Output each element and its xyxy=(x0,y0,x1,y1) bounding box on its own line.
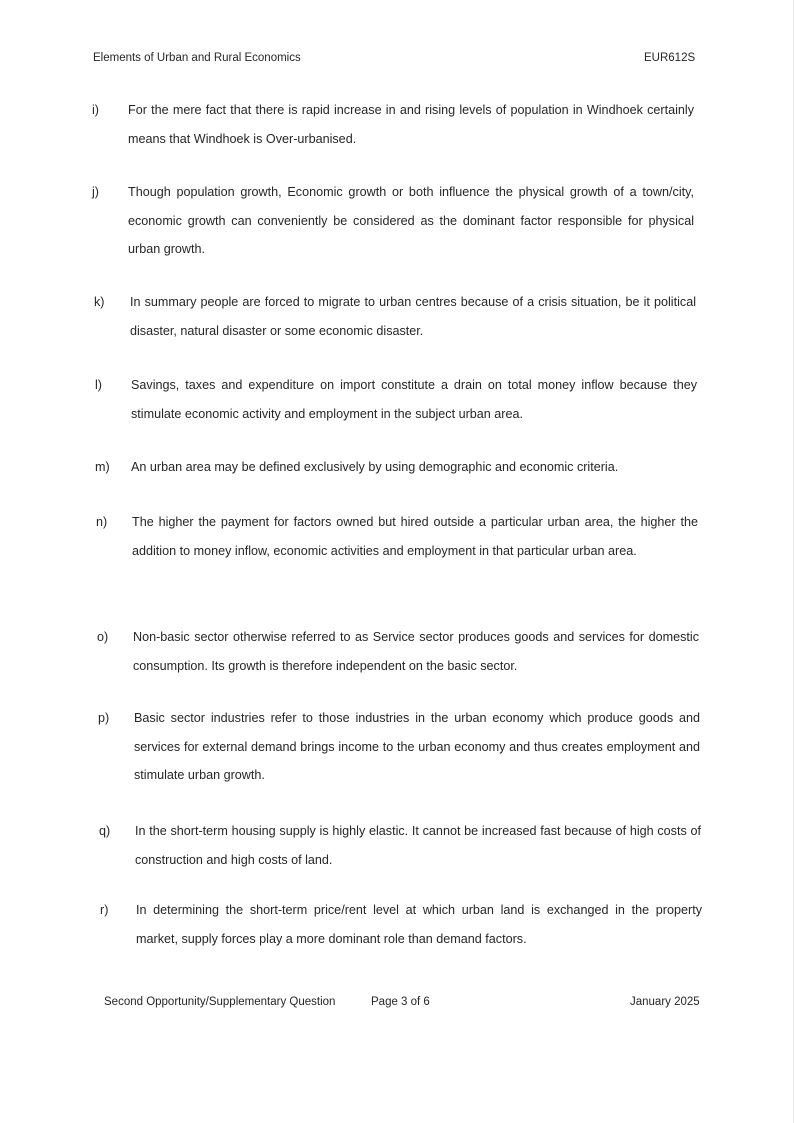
item-text: For the mere fact that there is rapid increase in and rising levels of population in Windhoek certainly means that Windhoek is Over-urbanised. xyxy=(128,103,694,146)
question-item xyxy=(96,508,698,565)
item-label: i) xyxy=(92,103,99,117)
question-item xyxy=(92,96,694,153)
item-label: o) xyxy=(97,630,109,644)
course-code: EUR612S xyxy=(644,52,696,64)
item-text: Basic sector industries refer to those industries in the urban economy which produce goods and services for external demand brings income to the urban economy and thus creates employment and stimulate urban growth. xyxy=(134,711,700,782)
item-text: Though population growth, Economic growth or both influence the physical growth of a town/city, economic growth can conveniently be considered as the dominant factor responsible for physical urban growth. xyxy=(128,185,694,256)
item-text: Savings, taxes and expenditure on import constitute a drain on total money inflow because they stimulate economic activity and employment in the subject urban area. xyxy=(131,378,697,421)
footer-date: January 2025 xyxy=(630,996,700,1008)
footer-exam-type: Second Opportunity/Supplementary Question xyxy=(104,996,336,1008)
item-text: The higher the payment for factors owned but hired outside a particular urban area, the higher the addition to money inflow, economic activities and employment in that particular urban area. xyxy=(132,515,698,558)
question-item xyxy=(95,371,697,428)
question-item xyxy=(98,704,700,790)
course-title: Elements of Urban and Rural Economics xyxy=(93,52,301,64)
item-label: r) xyxy=(100,903,109,917)
item-label: k) xyxy=(94,295,105,309)
item-text: In summary people are forced to migrate to urban centres because of a crisis situation, be it political disaster, natural disaster or some economic disaster. xyxy=(130,295,696,338)
item-text: Non-basic sector otherwise referred to as Service sector produces goods and services for domestic consumption. Its growth is therefore independent on the basic sector. xyxy=(133,630,699,673)
item-text: An urban area may be defined exclusively by using demographic and economic criteria. xyxy=(131,460,619,474)
item-label: m) xyxy=(95,460,110,474)
item-text: In the short-term housing supply is highly elastic. It cannot be increased fast because of high costs of construction and high costs of land. xyxy=(135,824,701,867)
question-item xyxy=(100,896,702,953)
footer-page-number: Page 3 of 6 xyxy=(371,996,430,1008)
item-label: l) xyxy=(95,378,102,392)
question-item xyxy=(94,288,696,345)
item-label: p) xyxy=(98,711,110,725)
item-label: j) xyxy=(92,185,99,199)
question-item xyxy=(99,817,701,874)
question-item xyxy=(97,623,699,680)
question-item xyxy=(95,453,697,482)
question-item xyxy=(92,178,694,264)
item-label: q) xyxy=(99,824,111,838)
item-text: In determining the short-term price/rent level at which urban land is exchanged in the property market, supply forces play a more dominant role than demand factors. xyxy=(136,903,702,946)
item-label: n) xyxy=(96,515,108,529)
